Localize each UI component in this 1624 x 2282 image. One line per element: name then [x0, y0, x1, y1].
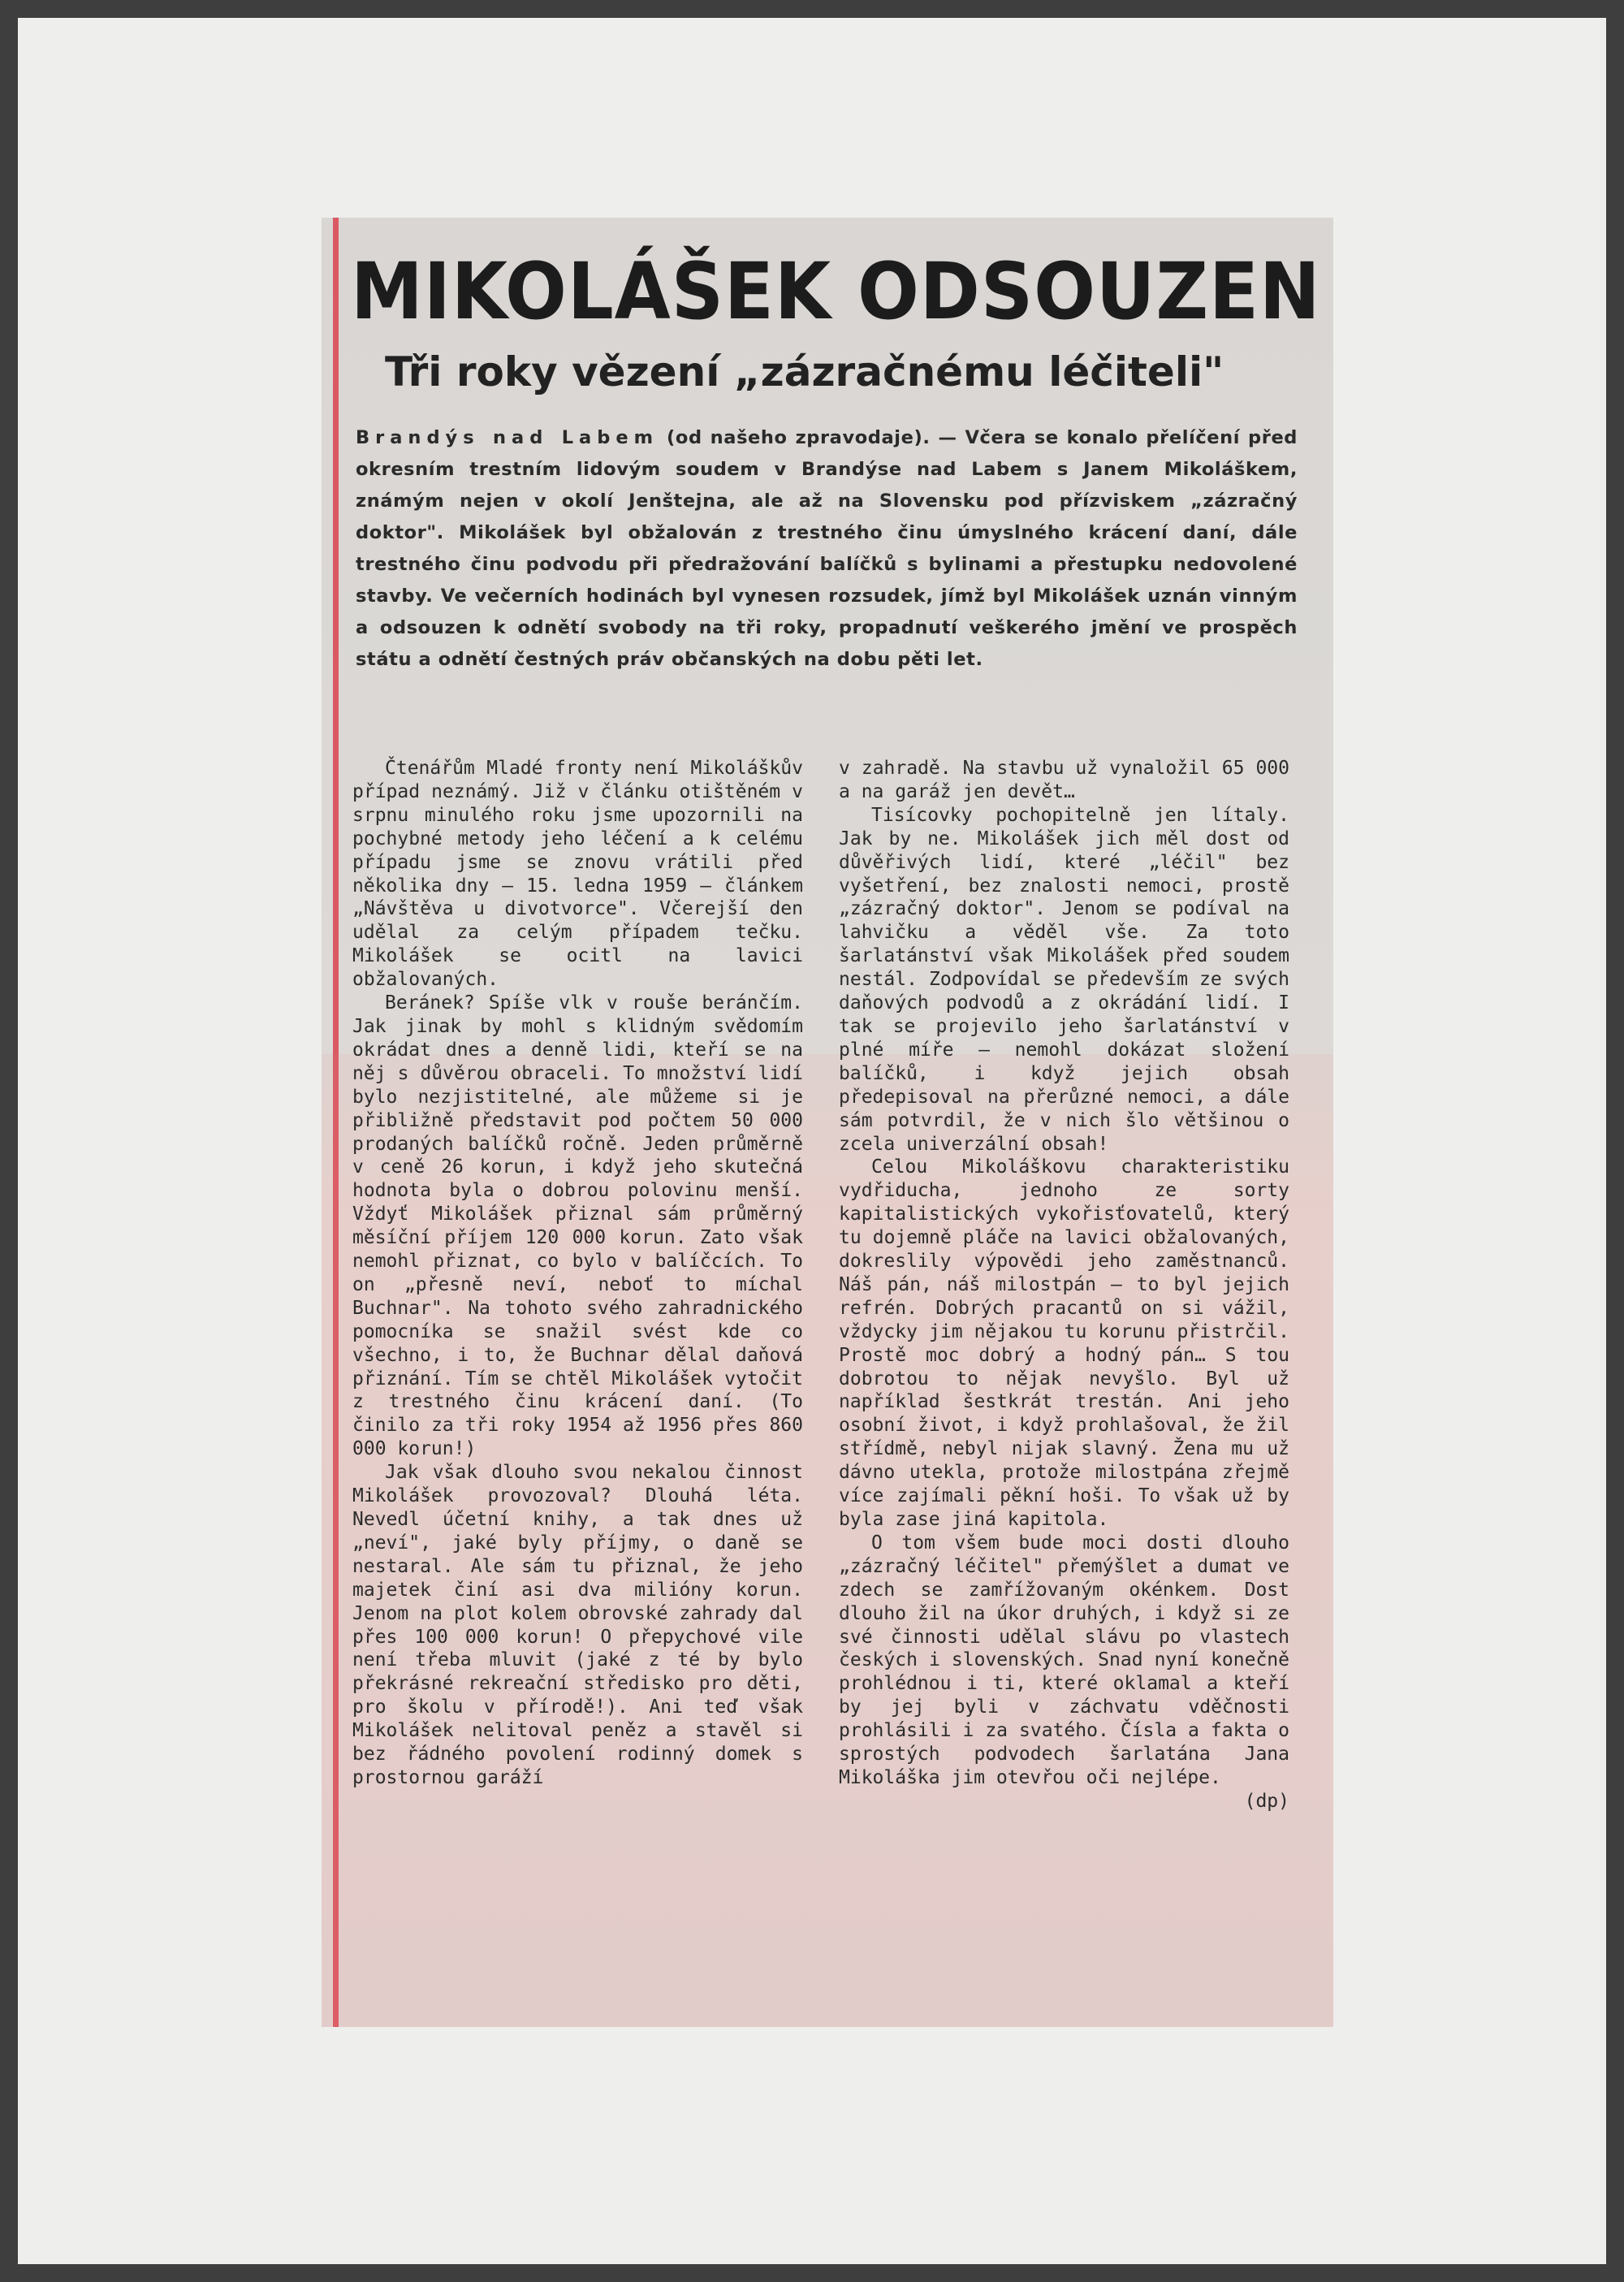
- lead-paragraph: [356, 422, 1298, 676]
- paragraph: Čtenářům Mladé fronty není Mikoláškův případ neznámý. Již v článku otištěném v srpnu minulého roku jsme upozornili na pochybné metody jeho léčení a k celému případu jsme se znovu vrátili před několika dny — 15. ledna 1959 — článkem „Návštěva u divotvorce". Včerejší den udělal za celým případem tečku. Mikolášek se ocitl na lavici obžalovaných.: [352, 758, 803, 991]
- lead-text: (od našeho zpravodaje). — Včera se konalo přelíčení před okresním trestním lidovým soudem v Brandýse nad Labem s Janem Mikoláškem, známým nejen v okolí Jenštejna, ale až na Slovensku pod přízviskem „zázračný doktor". Mikolášek byl obžalován z trestného činu úmyslného krácení daní, dále trestného činu podvodu při předražování balíčků s bylinami a přestupku nedovolené stavby. Ve večerních hodinách byl vynesen rozsudek, jímž byl Mikolášek uznán vinným a odsouzen k odnětí svobody na tři roky, propadnutí veškerého jmění ve prospěch státu a odnětí čestných práv občanských na dobu pěti let.: [356, 427, 1298, 670]
- newspaper-clipping: [322, 218, 1333, 2027]
- paragraph: v zahradě. Na stavbu už vynaložil 65 000 a na garáž jen devět…: [839, 758, 1289, 802]
- subheadline: Tři roky vězení „zázračnému léčiteli": [385, 348, 1224, 395]
- paragraph: Celou Mikoláškovu charakteristiku vydřiducha, jednoho ze sorty kapitalistických vykořisťovatelů, který tu dojemně pláče na lavici obžalovaných, dokreslily výpovědi jeho zaměstnanců. Náš pán, náš milostpán — to byl jejich refrén. Dobrých pracantů on si vážil, vždycky jim nějakou tu korunu přistrčil. Prostě moc dobrý a hodný pán… S tou dobrotou to nějak nevyšlo. Byl už například šestkrát trestán. Ani jeho osobní život, i když prohlašoval, že žil střídmě, nebyl nijak slavný. Žena mu už dávno utekla, protože milostpána zřejmě více zajímali pěkní hoši. To však už by byla zase jiná kapitola.: [839, 1156, 1289, 1530]
- right-column: [839, 757, 1289, 1813]
- red-margin-line: [333, 218, 339, 2027]
- paragraph: Tisícovky pochopitelně jen lítaly. Jak by ne. Mikolášek jich měl dost od důvěřivých lidí, které „léčil" bez vyšetření, bez znalosti nemoci, prostě „zázračný doktor". Jenom se podíval na lahvičku a věděl vše. Za toto šarlatánství však Mikolášek před soudem nestál. Zodpovídal se především ze svých daňových podvodů a z okrádání lidí. I tak se projevilo jeho šarlatánství v plné míře — nemohl dokázat složení balíčků, i když jejich obsah předepisoval na přerůzné nemoci, a dále sám potvrdil, že v nich šlo většinou o zcela univerzální obsah!: [839, 804, 1289, 1155]
- left-column: [352, 757, 803, 1790]
- paragraph: O tom všem bude moci dosti dlouho „zázračný léčitel" přemýšlet a dumat ve zdech se zamřížovaným okénkem. Dost dlouho žil na úkor druhých, i když si ze své činnosti udělal slávu po vlastech českých i slovenských. Snad nyní konečně prohlédnou i ti, které oklamal a kteří by jej byli v záchvatu vděčnosti prohlásili i za svatého. Čísla a fakta o sprostých podvodech šarlatána Jana Mikoláška jim otevřou oči nejlépe.: [839, 1532, 1289, 1788]
- dateline: Brandýs nad Labem: [356, 427, 659, 448]
- headline: MIKOLÁŠEK ODSOUZEN: [351, 246, 1321, 337]
- author-signature: (dp): [1244, 1790, 1289, 1812]
- paper-sheet: [18, 18, 1606, 2264]
- paragraph: Beránek? Spíše vlk v rouše beránčím. Jak jinak by mohl s klidným svědomím okrádat dnes a denně lidi, kteří se na něj s důvěrou obraceli. To množství lidí bylo nezjistitelné, ale můžeme si je přibližně představit pod počtem 50 000 prodaných balíčků ročně. Jeden průměrně v ceně 26 korun, i když jeho skutečná hodnota byla o dobrou polovinu menší. Vždyť Mikolášek přiznal sám průměrný měsíční příjem 120 000 korun. Zato však nemohl přiznat, co bylo v balíčcích. To on „přesně neví, neboť to míchal Buchnar". Na tohoto svého zahradnického pomocníka se snažil svést kde co všechno, i to, že Buchnar dělal daňová přiznání. Tím se chtěl Mikolášek vytočit z trestného činu krácení daní. (To činilo za tři roky 1954 až 1956 přes 860 000 korun!): [352, 992, 803, 1460]
- paragraph: Jak však dlouho svou nekalou činnost Mikolášek provozoval? Dlouhá léta. Nevedl účetní knihy, a tak dnes už „neví", jaké byly příjmy, o daně se nestaral. Ale sám tu přiznal, že jeho majetek činí asi dva milióny korun. Jenom na plot kolem obrovské zahrady dal přes 100 000 korun! O přepychové vile není třeba mluvit (jaké z té by bylo překrásné rekreační středisko pro děti, pro školu v přírodě!). Ani teď však Mikolášek nelitoval peněz a stavěl si bez řádného povolení rodinný domek s prostornou garáží: [352, 1462, 803, 1788]
